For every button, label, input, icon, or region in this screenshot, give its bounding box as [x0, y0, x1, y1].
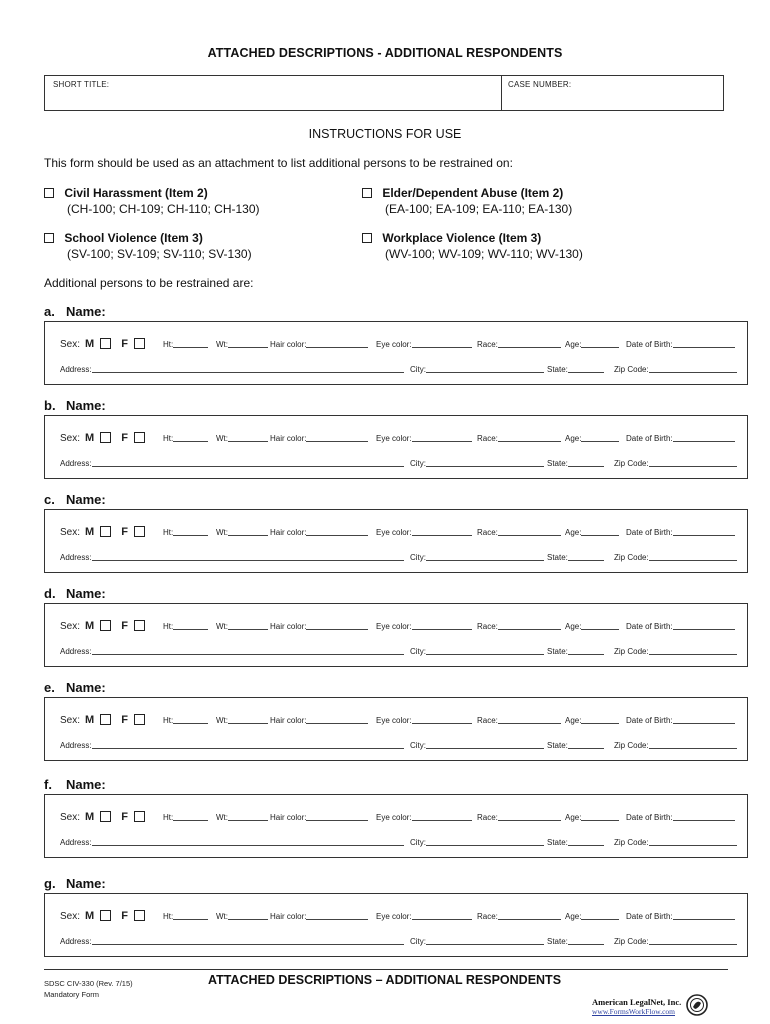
sex-label: Sex:: [60, 621, 81, 632]
city-field[interactable]: City:: [410, 740, 544, 750]
male-checkbox[interactable]: [100, 910, 111, 921]
form-number: [44, 978, 133, 1000]
date-of-birth-field[interactable]: Date of Birth:: [626, 715, 735, 725]
zip-code-field[interactable]: Zip Code:: [614, 458, 737, 468]
respondent-row-physical: [60, 620, 673, 632]
hair-color-field[interactable]: Hair color:: [270, 527, 368, 537]
female-checkbox[interactable]: [134, 910, 145, 921]
male-checkbox[interactable]: [100, 338, 111, 349]
respondent-name-label: [44, 876, 106, 891]
option-school-violence: [44, 231, 252, 261]
hair-color-field[interactable]: Hair color:: [270, 911, 368, 921]
sex-label: Sex:: [60, 715, 81, 726]
hair-color-field[interactable]: Hair color:: [270, 621, 368, 631]
respondent-box: [44, 697, 748, 761]
state-field[interactable]: State:: [547, 364, 604, 374]
race-field[interactable]: Race:: [477, 715, 561, 725]
respondent-name-label: [44, 777, 106, 792]
respondent-row-physical: [60, 811, 673, 823]
female-label: F: [121, 714, 128, 726]
female-label: F: [121, 432, 128, 444]
respondent-box: [44, 415, 748, 479]
sex-label: Sex:: [60, 339, 81, 350]
option-elder-abuse: [362, 186, 572, 216]
respondent-letter: d.: [44, 586, 56, 601]
option-label: Elder/Dependent Abuse (Item 2): [382, 186, 564, 200]
option-codes: (CH-100; CH-109; CH-110; CH-130): [67, 202, 260, 216]
hair-color-field[interactable]: Hair color:: [270, 433, 368, 443]
name-label: Name:: [66, 680, 106, 695]
state-field[interactable]: State:: [547, 740, 604, 750]
elder-abuse-checkbox[interactable]: [362, 188, 372, 198]
workplace-violence-checkbox[interactable]: [362, 233, 372, 243]
respondent-letter: g.: [44, 876, 56, 891]
female-label: F: [121, 338, 128, 350]
respondent-row-physical: [60, 910, 673, 922]
publisher-link[interactable]: www.FormsWorkFlow.com: [592, 1007, 676, 1016]
form-title: ATTACHED DESCRIPTIONS - ADDITIONAL RESPONDENTS: [207, 46, 563, 60]
intro-text: This form should be used as an attachment to list additional persons to be restrained on:: [44, 156, 513, 170]
option-label: School Violence (Item 3): [64, 231, 203, 245]
respondent-box: [44, 893, 748, 957]
race-field[interactable]: Race:: [477, 812, 561, 822]
respondent-name-label: [44, 398, 106, 413]
respondent-row-physical: [60, 714, 673, 726]
respondent-name-label: [44, 304, 106, 319]
name-label: Name:: [66, 777, 106, 792]
option-civil-harassment: [44, 186, 260, 216]
respondent-box: [44, 794, 748, 858]
case-number-label: CASE NUMBER:: [508, 80, 572, 89]
address-field[interactable]: Address:: [60, 552, 404, 562]
sex-label: Sex:: [60, 527, 81, 538]
respondent-row-physical: [60, 432, 673, 444]
date-of-birth-field[interactable]: Date of Birth:: [626, 433, 735, 443]
option-label: Workplace Violence (Item 3): [382, 231, 542, 245]
state-field[interactable]: State:: [547, 458, 604, 468]
state-field[interactable]: State:: [547, 646, 604, 656]
hair-color-field[interactable]: Hair color:: [270, 812, 368, 822]
sex-label: Sex:: [60, 812, 81, 823]
respondent-name-label: [44, 492, 106, 507]
weight-field[interactable]: Wt:: [216, 339, 268, 349]
height-field[interactable]: Ht:: [163, 339, 208, 349]
weight-field[interactable]: Wt:: [216, 527, 268, 537]
male-label: M: [85, 432, 95, 444]
respondent-letter: e.: [44, 680, 55, 695]
height-field[interactable]: Ht:: [163, 812, 208, 822]
age-field[interactable]: Age:: [565, 812, 619, 822]
weight-field[interactable]: Wt:: [216, 433, 268, 443]
male-label: M: [85, 526, 95, 538]
publisher-name: American LegalNet, Inc.: [592, 997, 682, 1007]
zip-code-field[interactable]: Zip Code:: [614, 837, 737, 847]
female-label: F: [121, 526, 128, 538]
height-field[interactable]: Ht:: [163, 621, 208, 631]
caption-divider: [501, 76, 502, 110]
height-field[interactable]: Ht:: [163, 715, 208, 725]
weight-field[interactable]: Wt:: [216, 715, 268, 725]
mandatory-form-text: Mandatory Form: [44, 990, 100, 999]
eye-color-field[interactable]: Eye color:: [376, 715, 472, 725]
female-checkbox[interactable]: [134, 526, 145, 537]
eye-color-field[interactable]: Eye color:: [376, 527, 472, 537]
respondent-name-label: [44, 586, 106, 601]
publisher-seal-icon: [686, 994, 708, 1016]
sex-label: Sex:: [60, 433, 81, 444]
male-checkbox[interactable]: [100, 811, 111, 822]
address-field[interactable]: Address:: [60, 837, 404, 847]
eye-color-field[interactable]: Eye color:: [376, 339, 472, 349]
address-field[interactable]: Address:: [60, 936, 404, 946]
city-field[interactable]: City:: [410, 837, 544, 847]
city-field[interactable]: City:: [410, 364, 544, 374]
height-field[interactable]: Ht:: [163, 911, 208, 921]
instructions-heading: INSTRUCTIONS FOR USE: [308, 127, 462, 141]
race-field[interactable]: Race:: [477, 527, 561, 537]
male-checkbox[interactable]: [100, 714, 111, 725]
eye-color-field[interactable]: Eye color:: [376, 433, 472, 443]
weight-field[interactable]: Wt:: [216, 621, 268, 631]
name-label: Name:: [66, 586, 106, 601]
respondent-name-label: [44, 680, 106, 695]
female-checkbox[interactable]: [134, 432, 145, 443]
address-field[interactable]: Address:: [60, 364, 404, 374]
zip-code-field[interactable]: Zip Code:: [614, 552, 737, 562]
respondent-box: [44, 603, 748, 667]
zip-code-field[interactable]: Zip Code:: [614, 936, 737, 946]
female-checkbox[interactable]: [134, 714, 145, 725]
date-of-birth-field[interactable]: Date of Birth:: [626, 621, 735, 631]
name-label: Name:: [66, 492, 106, 507]
state-field[interactable]: State:: [547, 552, 604, 562]
city-field[interactable]: City:: [410, 552, 544, 562]
eye-color-field[interactable]: Eye color:: [376, 621, 472, 631]
eye-color-field[interactable]: Eye color:: [376, 911, 472, 921]
race-field[interactable]: Race:: [477, 433, 561, 443]
city-field[interactable]: City:: [410, 458, 544, 468]
form-number-text: SDSC CIV-330 (Rev. 7/15): [44, 979, 133, 988]
age-field[interactable]: Age:: [565, 527, 619, 537]
female-label: F: [121, 620, 128, 632]
name-label: Name:: [66, 304, 106, 319]
eye-color-field[interactable]: Eye color:: [376, 812, 472, 822]
respondent-letter: b.: [44, 398, 56, 413]
male-label: M: [85, 338, 95, 350]
date-of-birth-field[interactable]: Date of Birth:: [626, 812, 735, 822]
weight-field[interactable]: Wt:: [216, 812, 268, 822]
date-of-birth-field[interactable]: Date of Birth:: [626, 911, 735, 921]
weight-field[interactable]: Wt:: [216, 911, 268, 921]
race-field[interactable]: Race:: [477, 621, 561, 631]
school-violence-checkbox[interactable]: [44, 233, 54, 243]
respondent-letter: f.: [44, 777, 52, 792]
zip-code-field[interactable]: Zip Code:: [614, 364, 737, 374]
short-title-label: SHORT TITLE:: [53, 80, 110, 89]
respondent-box: [44, 509, 748, 573]
respondent-row-physical: [60, 526, 673, 538]
option-label: Civil Harassment (Item 2): [64, 186, 208, 200]
respondent-letter: a.: [44, 304, 55, 319]
male-label: M: [85, 910, 95, 922]
option-workplace-violence: [362, 231, 583, 261]
male-checkbox[interactable]: [100, 620, 111, 631]
date-of-birth-field[interactable]: Date of Birth:: [626, 527, 735, 537]
address-field[interactable]: Address:: [60, 740, 404, 750]
name-label: Name:: [66, 876, 106, 891]
state-field[interactable]: State:: [547, 936, 604, 946]
age-field[interactable]: Age:: [565, 433, 619, 443]
female-label: F: [121, 910, 128, 922]
age-field[interactable]: Age:: [565, 911, 619, 921]
respondent-box: [44, 321, 748, 385]
respondent-letter: c.: [44, 492, 55, 507]
zip-code-field[interactable]: Zip Code:: [614, 740, 737, 750]
age-field[interactable]: Age:: [565, 621, 619, 631]
address-field[interactable]: Address:: [60, 646, 404, 656]
male-label: M: [85, 811, 95, 823]
civil-harassment-checkbox[interactable]: [44, 188, 54, 198]
male-label: M: [85, 714, 95, 726]
female-checkbox[interactable]: [134, 338, 145, 349]
hair-color-field[interactable]: Hair color:: [270, 715, 368, 725]
male-checkbox[interactable]: [100, 432, 111, 443]
age-field[interactable]: Age:: [565, 339, 619, 349]
female-checkbox[interactable]: [134, 620, 145, 631]
option-codes: (SV-100; SV-109; SV-110; SV-130): [67, 247, 252, 261]
height-field[interactable]: Ht:: [163, 527, 208, 537]
height-field[interactable]: Ht:: [163, 433, 208, 443]
publisher-logo: [590, 994, 712, 1020]
city-field[interactable]: City:: [410, 936, 544, 946]
hair-color-field[interactable]: Hair color:: [270, 339, 368, 349]
female-checkbox[interactable]: [134, 811, 145, 822]
additional-persons-text: Additional persons to be restrained are:: [44, 276, 254, 290]
option-codes: (EA-100; EA-109; EA-110; EA-130): [385, 202, 573, 216]
race-field[interactable]: Race:: [477, 911, 561, 921]
male-checkbox[interactable]: [100, 526, 111, 537]
city-field[interactable]: City:: [410, 646, 544, 656]
caption-box: [44, 75, 724, 111]
footer-title: ATTACHED DESCRIPTIONS – ADDITIONAL RESPONDENTS: [208, 973, 562, 987]
option-codes: (WV-100; WV-109; WV-110; WV-130): [385, 247, 583, 261]
name-label: Name:: [66, 398, 106, 413]
sex-label: Sex:: [60, 911, 81, 922]
state-field[interactable]: State:: [547, 837, 604, 847]
age-field[interactable]: Age:: [565, 715, 619, 725]
zip-code-field[interactable]: Zip Code:: [614, 646, 737, 656]
footer-rule: [44, 969, 728, 970]
respondent-row-physical: [60, 338, 673, 350]
address-field[interactable]: Address:: [60, 458, 404, 468]
date-of-birth-field[interactable]: Date of Birth:: [626, 339, 735, 349]
male-label: M: [85, 620, 95, 632]
race-field[interactable]: Race:: [477, 339, 561, 349]
female-label: F: [121, 811, 128, 823]
